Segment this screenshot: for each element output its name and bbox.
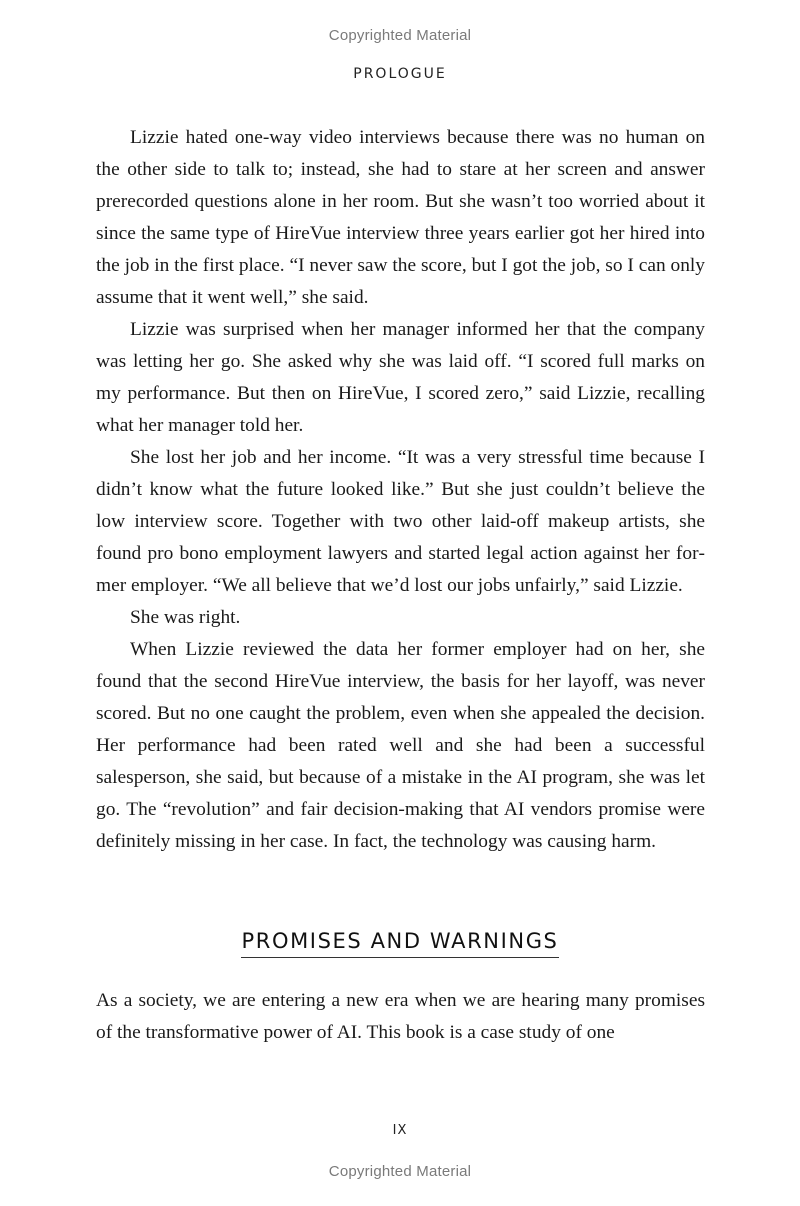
- running-head: PROLOGUE: [353, 66, 447, 82]
- prologue-body: [96, 122, 705, 858]
- section-heading-container: [0, 929, 800, 958]
- paragraph: Lizzie was surprised when her manager informed her that the company was letting her go. She asked why she was laid off. “I scored full marks on my performance. But then on HireVue, I scored zero,” said Lizzie, recalling what her manager told her.: [96, 319, 705, 436]
- paragraph: She was right.: [130, 607, 241, 628]
- page-number: IX: [392, 1123, 408, 1138]
- paragraph: When Lizzie reviewed the data her former employer had on her, she found that the second HireVue interview, the basis for her layoff, was never scored. But no one caught the problem, even when she appealed the decision. Her performance had been rated well and she had been a successful salesperson, she said, but because of a mistake in the AI program, she was let go. The “revolution” and fair decision-making that AI vendors promise were definitely missing in her case. In fact, the technology was causing harm.: [96, 639, 705, 852]
- section-heading: PROMISES AND WARNINGS: [241, 929, 558, 958]
- copyright-watermark-top: Copyrighted Material: [328, 27, 472, 44]
- paragraph: Lizzie hated one-way video interviews because there was no human on the other side to talk to; instead, she had to stare at her screen and answer prerecorded questions alone in her room. But she wasn’t too worried about it since the same type of HireVue interview three years earlier got her hired into the job in the first place. “I never saw the score, but I got the job, so I can only assume that it went well,” she said.: [96, 127, 705, 308]
- paragraph: She lost her job and her income. “It was a very stressful time because I didn’t know what the future looked like.” But she just couldn’t believe the low interview score. Together with two other laid-off makeup artists, she found pro bono employment lawyers and started legal action against her former employer. “We all believe that we’d lost our jobs unfairly,” said Lizzie.: [96, 447, 705, 596]
- copyright-watermark-bottom: Copyrighted Material: [328, 1163, 472, 1180]
- section-body: [96, 985, 705, 1049]
- paragraph: As a society, we are entering a new era when we are hearing many promises of the transformative power of AI. This book is a case study of one: [96, 990, 705, 1043]
